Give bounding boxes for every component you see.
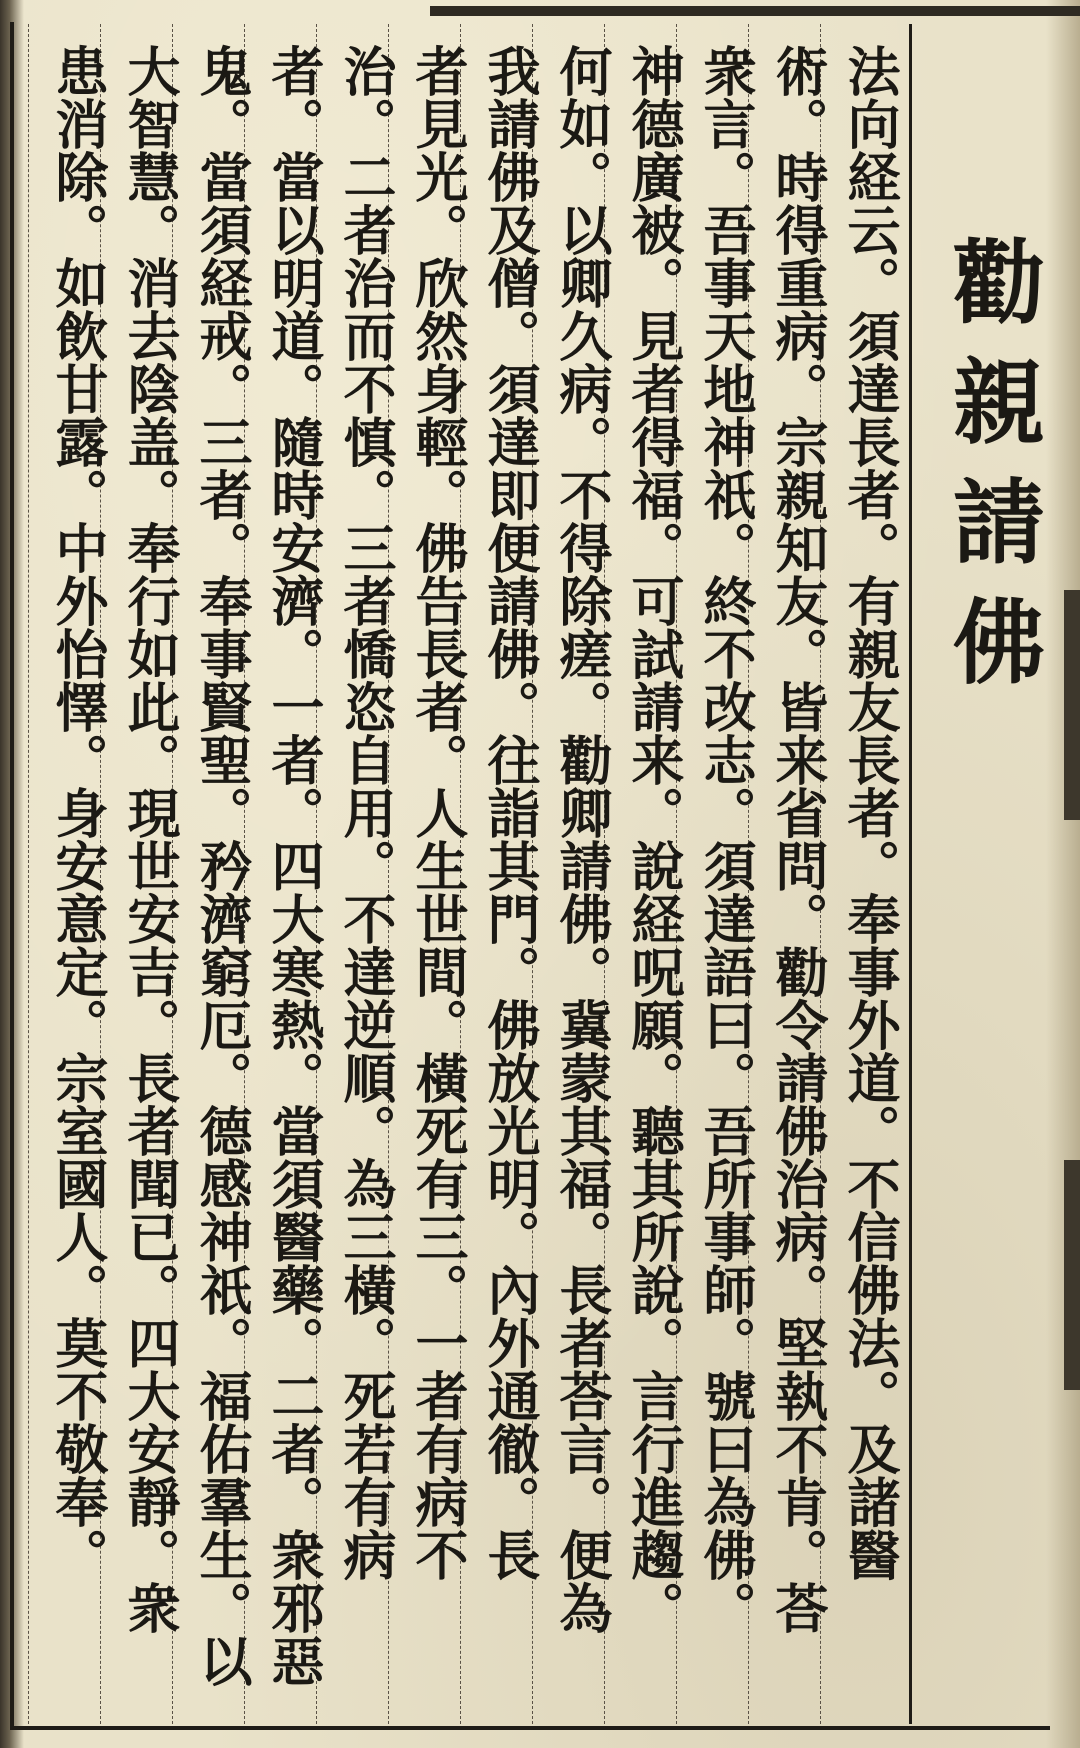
column-text: 大智慧。消去陰盖。奉行如此。現世安吉。長者聞已。四大安靜。衆 xyxy=(119,44,181,1634)
column-text: 法向経云。須達長者。有親友長者。奉事外道。不信佛法。及諸醫 xyxy=(839,44,901,1581)
column-text: 何如。以卿久病。不得除瘥。勸卿請佛。冀蒙其福。長者荅言。便為 xyxy=(551,44,613,1634)
column-text: 衆言。吾事天地神祇。終不改志。須達語曰。吾所事師。號曰為佛。 xyxy=(695,44,757,1634)
column-text: 患消除。如飲甘露。中外怡懌。身安意定。宗室國人。莫不敬奉。 xyxy=(47,44,109,1581)
page-title: 勸親請佛 xyxy=(938,234,1046,714)
title-column xyxy=(912,24,1080,1724)
column-text: 術。時得重病。宗親知友。皆来省問。勸令請佛治病。堅執不肯。荅 xyxy=(767,44,829,1634)
top-border-rule xyxy=(430,6,1080,16)
column-text: 神德廣被。見者得福。可試請来。說経呪願。聽其所說。言行進趨。 xyxy=(623,44,685,1634)
column-text: 者見光。欣然身輕。佛告長者。人生世間。橫死有三。一者有病不 xyxy=(407,44,469,1581)
column-text: 鬼。當須経戒。三者。奉事賢聖。矜濟窮厄。德感神祇。福佑羣生。以 xyxy=(191,44,253,1687)
column-text: 治。二者治而不慎。三者憍恣自用。不達逆順。為三橫。死若有病 xyxy=(335,44,397,1581)
column-text: 者。當以明道。隨時安濟。一者。四大寒熱。當須醫藥。二者。衆邪惡 xyxy=(263,44,325,1687)
text-column-12 xyxy=(28,24,117,1724)
column-text: 我請佛及僧。須達即便請佛。往詣其門。佛放光明。內外通徹。長 xyxy=(479,44,541,1581)
body-text-block xyxy=(14,24,912,1724)
